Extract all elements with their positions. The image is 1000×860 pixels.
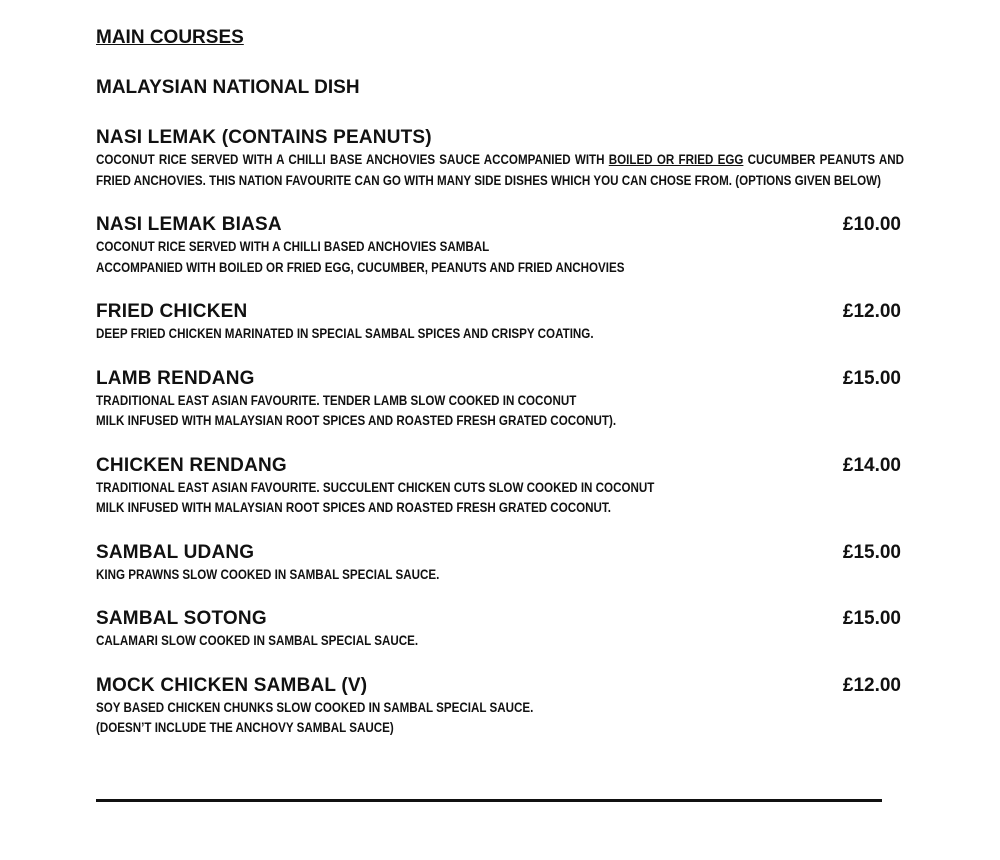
dish-desc-line1: DEEP FRIED CHICKEN MARINATED IN SPECIAL SAMBAL SPICES AND CRISPY COATING. xyxy=(96,326,594,341)
menu-item-lamb-rendang xyxy=(96,367,906,432)
dish-name: MOCK CHICKEN SAMBAL (V) xyxy=(96,674,368,696)
dish-price: £15.00 xyxy=(842,541,901,563)
intro-desc-underlined: BOILED OR FRIED EGG xyxy=(608,152,744,167)
dish-desc-line1: TRADITIONAL EAST ASIAN FAVOURITE. TENDER LAMB SLOW COOKED IN COCONUT xyxy=(96,392,577,408)
intro-block xyxy=(96,126,906,191)
menu-item-sambal-udang xyxy=(96,541,906,586)
dish-price: £12.00 xyxy=(842,301,901,322)
intro-description xyxy=(96,150,904,191)
menu-item-sambal-sotong xyxy=(96,607,906,652)
menu-item-mock-chicken-sambal xyxy=(96,674,906,739)
intro-dish-name: NASI LEMAK (CONTAINS PEANUTS) xyxy=(96,127,432,148)
dish-desc-line2: MILK INFUSED WITH MALAYSIAN ROOT SPICES AND ROASTED FRESH GRATED COCONUT. xyxy=(96,500,611,515)
dish-name: NASI LEMAK BIASA xyxy=(96,214,282,235)
dish-name: CHICKEN RENDANG xyxy=(96,454,287,476)
dish-name: LAMB RENDANG xyxy=(96,367,255,389)
dish-desc-line1: KING PRAWNS SLOW COOKED IN SAMBAL SPECIAL SAUCE. xyxy=(96,566,440,582)
intro-desc-part1: COCONUT RICE SERVED WITH A CHILLI BASE ANCHOVIES SAUCE ACCOMPANIED WITH xyxy=(96,152,609,167)
menu-page xyxy=(96,26,906,739)
dish-desc-line2: (DOESN’T INCLUDE THE ANCHOVY SAMBAL SAUCE) xyxy=(96,720,394,735)
dish-name: SAMBAL UDANG xyxy=(96,541,255,563)
dish-price: £10.00 xyxy=(842,214,901,235)
menu-item-nasi-lemak-biasa xyxy=(96,213,906,278)
dish-desc-line1: SOY BASED CHICKEN CHUNKS SLOW COOKED IN SAMBAL SPECIAL SAUCE. xyxy=(96,699,534,715)
menu-item-chicken-rendang xyxy=(96,454,906,519)
dish-desc-line2: MILK INFUSED WITH MALAYSIAN ROOT SPICES AND ROASTED FRESH GRATED COCONUT). xyxy=(96,413,617,428)
dish-name: SAMBAL SOTONG xyxy=(96,608,267,629)
bottom-divider xyxy=(96,799,882,802)
dish-desc-line2: ACCOMPANIED WITH BOILED OR FRIED EGG, CUCUMBER, PEANUTS AND FRIED ANCHOVIES xyxy=(96,259,625,275)
dish-price: £14.00 xyxy=(842,454,901,476)
dish-desc-line1: TRADITIONAL EAST ASIAN FAVOURITE. SUCCULENT CHICKEN CUTS SLOW COOKED IN COCONUT xyxy=(96,479,655,495)
subsection-title: MALAYSIAN NATIONAL DISH xyxy=(96,77,360,98)
dish-desc-line1: CALAMARI SLOW COOKED IN SAMBAL SPECIAL SAUCE. xyxy=(96,633,419,648)
menu-item-fried-chicken xyxy=(96,300,906,345)
dish-price: £15.00 xyxy=(842,608,901,629)
dish-name: FRIED CHICKEN xyxy=(96,301,248,322)
dish-desc-line1: COCONUT RICE SERVED WITH A CHILLI BASED ANCHOVIES SAMBAL xyxy=(96,239,490,254)
section-title: MAIN COURSES xyxy=(96,27,244,48)
intro-desc-part2: CUCUMBER PEANUTS AND FRIED ANCHOVIES. THIS NATION FAVOURITE CAN GO WITH MANY SIDE DISHES WHICH YOU CAN CHOSE FROM. (OPTIONS GIVEN BELOW) xyxy=(96,152,905,188)
dish-price: £15.00 xyxy=(842,367,901,389)
dish-price: £12.00 xyxy=(842,674,901,696)
